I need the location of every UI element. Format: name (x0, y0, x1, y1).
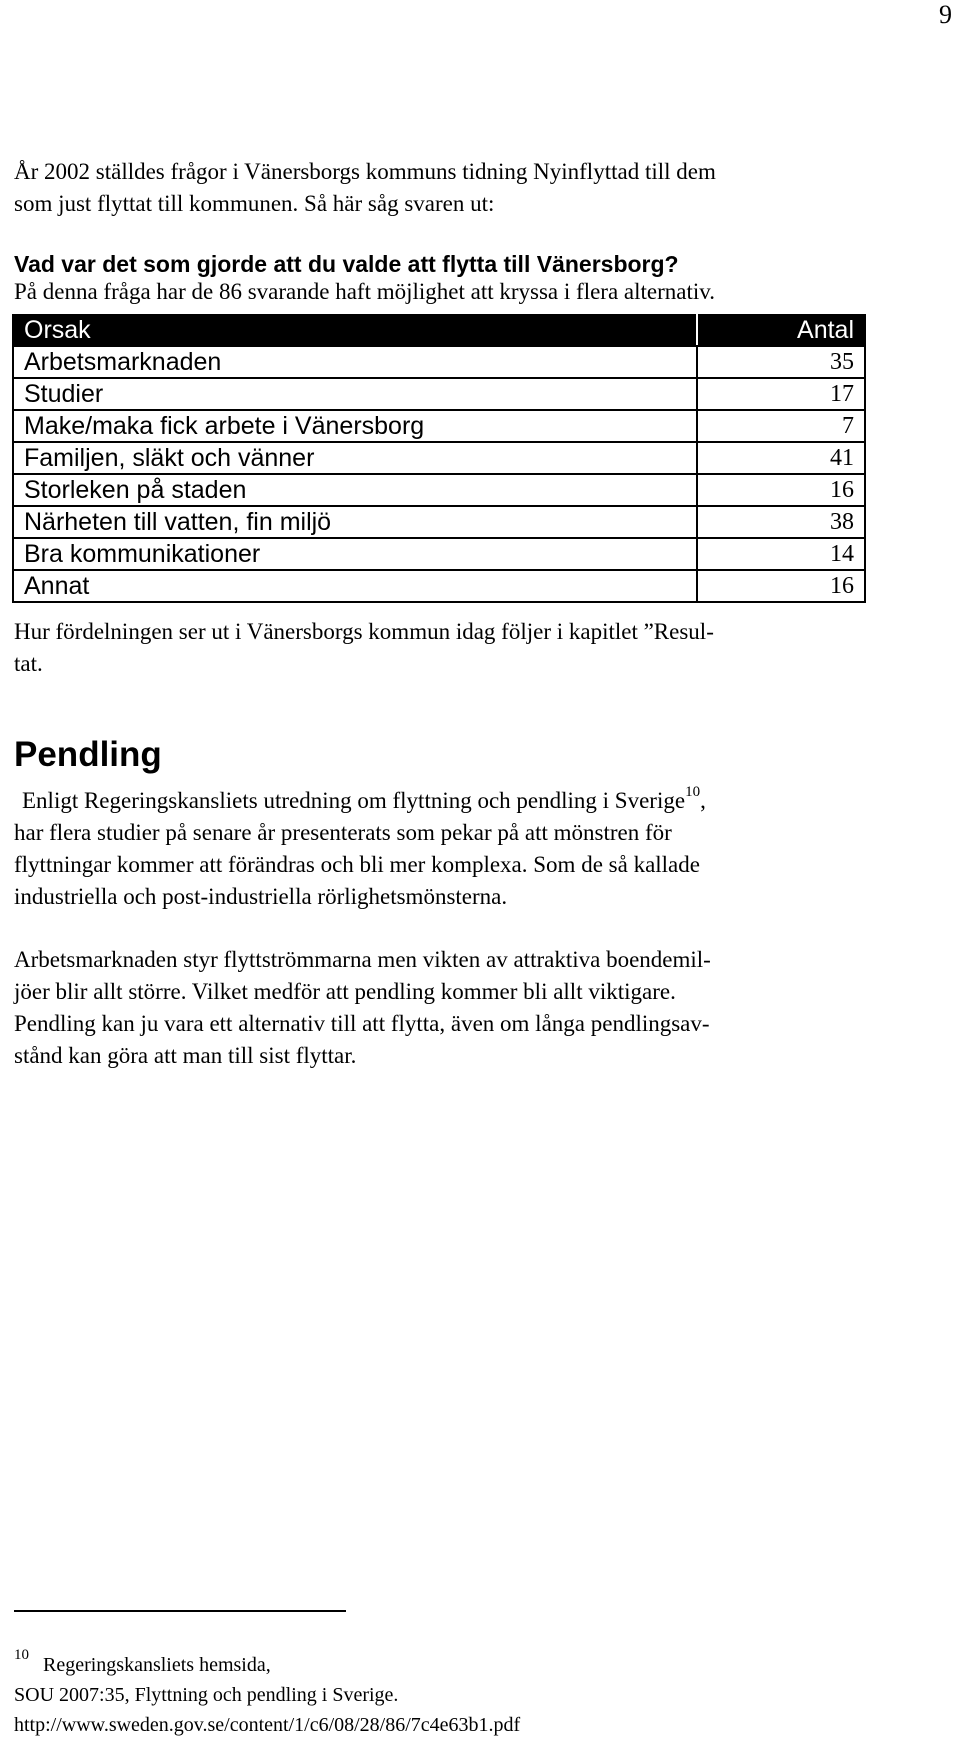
survey-question (14, 248, 874, 308)
row-count: 17 (697, 378, 865, 410)
footnote-text: Regeringskansliets hemsida, (43, 1654, 271, 1676)
table-row (13, 410, 865, 442)
question-note: På denna fråga har de 86 svarande haft möjlighet att kryssa i flera alternativ. (14, 279, 716, 304)
row-count: 38 (697, 506, 865, 538)
footnote (14, 1647, 894, 1740)
row-reason: Annat (13, 570, 697, 602)
survey-results-table (12, 314, 866, 603)
table-row (13, 538, 865, 570)
row-reason: Arbetsmarknaden (13, 346, 697, 378)
after-table-paragraph (14, 616, 874, 680)
paragraph-text: Enligt Regeringskansliets utredning om flyttning och pendling i Sverige (22, 788, 686, 813)
section-heading: Pendling (14, 735, 162, 774)
table-header-row (13, 315, 865, 346)
footnote-line: SOU 2007:35, Flyttning och pendling i Sverige. (14, 1684, 399, 1706)
row-count: 16 (697, 570, 865, 602)
row-count: 35 (697, 346, 865, 378)
intro-line: År 2002 ställdes frågor i Vänersborgs kommuns tidning Nyinflyttad till dem (14, 159, 716, 184)
row-reason: Make/maka fick arbete i Vänersborg (13, 410, 697, 442)
table-row (13, 570, 865, 602)
after-table-line: Hur fördelningen ser ut i Vänersborgs kommun idag följer i kapitlet ”Resul- (14, 619, 714, 644)
row-reason: Studier (13, 378, 697, 410)
paragraph-line: flyttningar kommer att förändras och bli mer komplexa. Som de så kallade (14, 852, 700, 877)
header-count: Antal (697, 315, 865, 346)
table-row (13, 442, 865, 474)
pendling-paragraph-1 (14, 785, 874, 913)
page-number: 9 (939, 0, 952, 29)
intro-paragraph (14, 156, 874, 220)
question-title: Vad var det som gjorde att du valde att flytta till Vänersborg? (14, 251, 679, 277)
paragraph-line: har flera studier på senare år presenterats som pekar på att mönstren för (14, 820, 672, 845)
footnote-line (14, 1647, 894, 1680)
paragraph-text: , (700, 788, 706, 813)
table-row (13, 474, 865, 506)
row-count: 41 (697, 442, 865, 474)
row-reason: Bra kommunikationer (13, 538, 697, 570)
paragraph-line: stånd kan göra att man till sist flyttar. (14, 1043, 357, 1068)
row-reason: Storleken på staden (13, 474, 697, 506)
table-row (13, 346, 865, 378)
table-row (13, 378, 865, 410)
row-reason: Närheten till vatten, fin miljö (13, 506, 697, 538)
footnote-link[interactable]: http://www.sweden.gov.se/content/1/c6/08/28/86/7c4e63b1.pdf (14, 1714, 521, 1736)
paragraph-line: Pendling kan ju vara ett alternativ till att flytta, även om långa pendlingsav- (14, 1011, 710, 1036)
paragraph-line: jöer blir allt större. Vilket medför att pendling kommer bli allt viktigare. (14, 979, 676, 1004)
row-count: 7 (697, 410, 865, 442)
paragraph-line: Arbetsmarknaden styr flyttströmmarna men vikten av attraktiva boendemil- (14, 947, 711, 972)
row-reason: Familjen, släkt och vänner (13, 442, 697, 474)
row-count: 16 (697, 474, 865, 506)
intro-line: som just flyttat till kommunen. Så här såg svaren ut: (14, 191, 495, 216)
row-count: 14 (697, 538, 865, 570)
after-table-line: tat. (14, 651, 43, 676)
footnote-separator (14, 1610, 346, 1612)
paragraph-line (14, 785, 874, 817)
header-reason: Orsak (13, 315, 697, 346)
footnote-mark: 10 (14, 1647, 29, 1663)
footnote-reference[interactable]: 10 (685, 784, 701, 800)
paragraph-line: industriella och post-industriella rörlighetsmönsterna. (14, 884, 508, 909)
table-row (13, 506, 865, 538)
pendling-paragraph-2 (14, 944, 874, 1072)
